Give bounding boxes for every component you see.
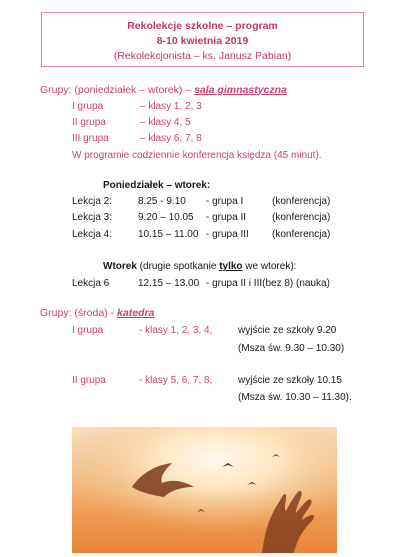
wed-group-2-name: II grupa (72, 375, 106, 386)
mon-tue-heading: Poniedziałek – wtorek: (103, 180, 211, 191)
group-2-classes: – klasy 4, 5 (140, 117, 191, 128)
group-1-name: I grupa (72, 101, 104, 112)
wed-group-2-mass: (Msza św. 10.30 – 11.30). (238, 392, 352, 403)
group-1-classes: – klasy 1, 2, 3 (140, 101, 202, 112)
wed-group-2-exit: wyjście ze szkoły 10.15 (238, 375, 342, 386)
tuesday-note-a: (drugie spotkanie (136, 261, 220, 272)
sunset-birds-hand-icon (72, 427, 337, 553)
group-2-name: II grupa (72, 117, 106, 128)
lesson-4-label: Lekcja 4: (72, 229, 113, 240)
program-dates: 8-10 kwietnia 2019 (156, 35, 249, 47)
group-3-name: III grupa (72, 133, 109, 144)
lesson-6-group-line (206, 278, 330, 289)
lesson-6-time: 12.15 – 13.00 (138, 278, 200, 289)
groups-mon-tue-place: sala gimnastyczna (194, 84, 287, 96)
lesson-2-group: - grupa I (206, 196, 244, 207)
wed-group-1-name: I grupa (72, 325, 104, 336)
wed-group-2-classes: - klasy 5, 6, 7, 8, (139, 375, 213, 386)
groups-wed-heading (40, 307, 154, 319)
title-box (41, 12, 364, 67)
tuesday-note-only: tylko (219, 261, 243, 272)
group-3-classes: – klasy 6, 7, 8 (140, 133, 202, 144)
groups-wed-prefix: Grupy: (środa) - (40, 307, 118, 319)
groups-mon-tue-prefix: Grupy: (poniedziałek – wtorek) – (40, 84, 195, 96)
wed-group-1-mass: (Msza św. 9.30 – 10.30) (238, 343, 345, 354)
lesson-6-label: Lekcja 6 (72, 278, 110, 289)
groups-mon-tue-heading (40, 84, 287, 96)
lesson-4-type: (konferencja) (272, 229, 331, 240)
lesson-3-type: (konferencja) (272, 212, 331, 223)
wed-group-1-classes: - klasy 1, 2, 3, 4, (139, 325, 213, 336)
lesson-3-time: 9.20 – 10.05 (138, 212, 194, 223)
groups-wed-place: katedra (117, 307, 155, 319)
program-title: Rekolekcje szkolne – program (127, 20, 278, 32)
tuesday-note-b: we wtorek): (242, 261, 297, 272)
lesson-6-type: (nauka) (293, 278, 330, 289)
lesson-2-type: (konferencja) (272, 196, 331, 207)
wed-group-1-exit: wyjście ze szkoły 9.20 (238, 325, 337, 336)
lesson-4-group: - grupa III (206, 229, 249, 240)
program-retreat-leader: (Rekolekcjonista – ks. Janusz Pabian) (113, 50, 292, 62)
lesson-3-label: Lekcja 3: (72, 212, 113, 223)
conference-note: W programie codziennie konferencja księdza (45 minut). (72, 150, 322, 161)
lesson-4-time: 10.15 – 11.00 (138, 229, 199, 240)
lesson-2-label: Lekcja 2: (72, 196, 113, 207)
lesson-2-time: 8.25 - 9.10 (138, 196, 186, 207)
lesson-3-group: - grupa II (206, 212, 247, 223)
sunset-birds-hand-illustration (72, 427, 337, 553)
tuesday-heading-line (103, 261, 296, 272)
tuesday-heading: Wtorek (103, 261, 137, 272)
lesson-6-group: - grupa II i III(bez 8) (206, 278, 294, 289)
